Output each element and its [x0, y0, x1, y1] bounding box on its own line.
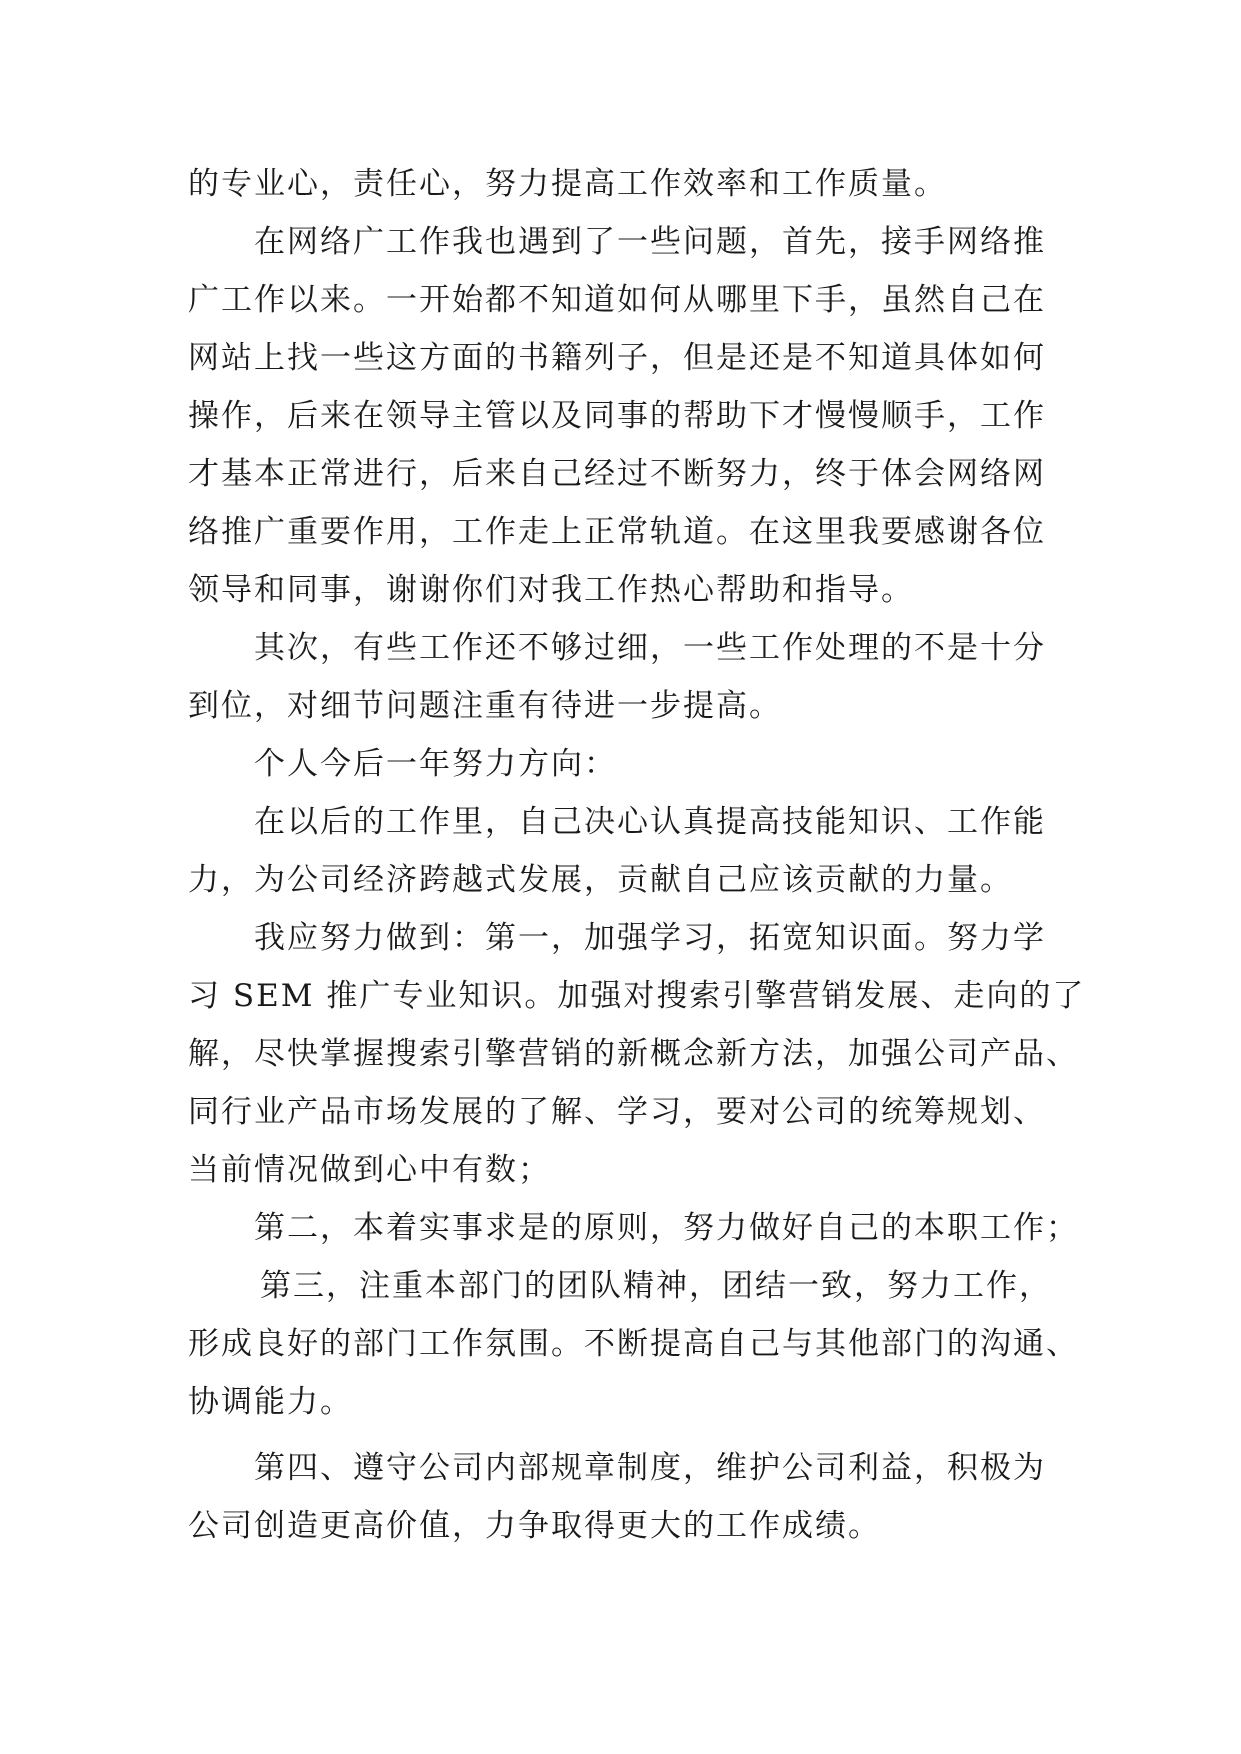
paragraph-line: 网站上找一些这方面的书籍列子，但是还是不知道具体如何 — [188, 340, 1046, 376]
paragraph-line: 其次，有些工作还不够过细，一些工作处理的不是十分 — [254, 630, 1046, 666]
paragraph-line: 操作，后来在领导主管以及同事的帮助下才慢慢顺手，工作 — [188, 398, 1046, 434]
paragraph-line: 力，为公司经济跨越式发展，贡献自己应该贡献的力量。 — [188, 862, 1013, 898]
paragraph-line: 在以后的工作里，自己决心认真提高技能知识、工作能 — [254, 804, 1046, 840]
paragraph-line: 在网络广工作我也遇到了一些问题，首先，接手网络推 — [254, 224, 1046, 260]
paragraph-line: 形成良好的部门工作氛围。不断提高自己与其他部门的沟通、 — [188, 1326, 1079, 1362]
paragraph-line: 的专业心，责任心，努力提高工作效率和工作质量。 — [188, 166, 947, 202]
paragraph-line: 第三，注重本部门的团队精神，团结一致，努力工作， — [260, 1268, 1052, 1304]
paragraph-line: 广工作以来。一开始都不知道如何从哪里下手，虽然自己在 — [188, 282, 1046, 318]
paragraph-line: 解，尽快掌握搜索引擎营销的新概念新方法，加强公司产品、 — [188, 1036, 1079, 1072]
paragraph-line: 个人今后一年努力方向： — [254, 746, 617, 782]
paragraph-line: 习 SEM 推广专业知识。加强对搜索引擎营销发展、走向的了 — [188, 978, 1086, 1014]
paragraph-line: 我应努力做到：第一，加强学习，拓宽知识面。努力学 — [254, 920, 1046, 956]
paragraph-line: 到位，对细节问题注重有待进一步提高。 — [188, 688, 782, 724]
paragraph-line: 当前情况做到心中有数； — [188, 1152, 551, 1188]
paragraph-line: 第四、遵守公司内部规章制度，维护公司利益，积极为 — [254, 1450, 1046, 1486]
paragraph-line: 同行业产品市场发展的了解、学习，要对公司的统筹规划、 — [188, 1094, 1046, 1130]
paragraph-line: 协调能力。 — [188, 1384, 353, 1420]
paragraph-line: 公司创造更高价值，力争取得更大的工作成绩。 — [188, 1508, 881, 1544]
paragraph-line: 络推广重要作用，工作走上正常轨道。在这里我要感谢各位 — [188, 514, 1046, 550]
paragraph-gap — [188, 1431, 1058, 1439]
paragraph-line: 才基本正常进行，后来自己经过不断努力，终于体会网络网 — [188, 456, 1046, 492]
document-body — [188, 155, 1086, 1555]
paragraph-line: 第二，本着实事求是的原则，努力做好自己的本职工作； — [254, 1210, 1079, 1246]
paragraph-line: 领导和同事，谢谢你们对我工作热心帮助和指导。 — [188, 572, 914, 608]
